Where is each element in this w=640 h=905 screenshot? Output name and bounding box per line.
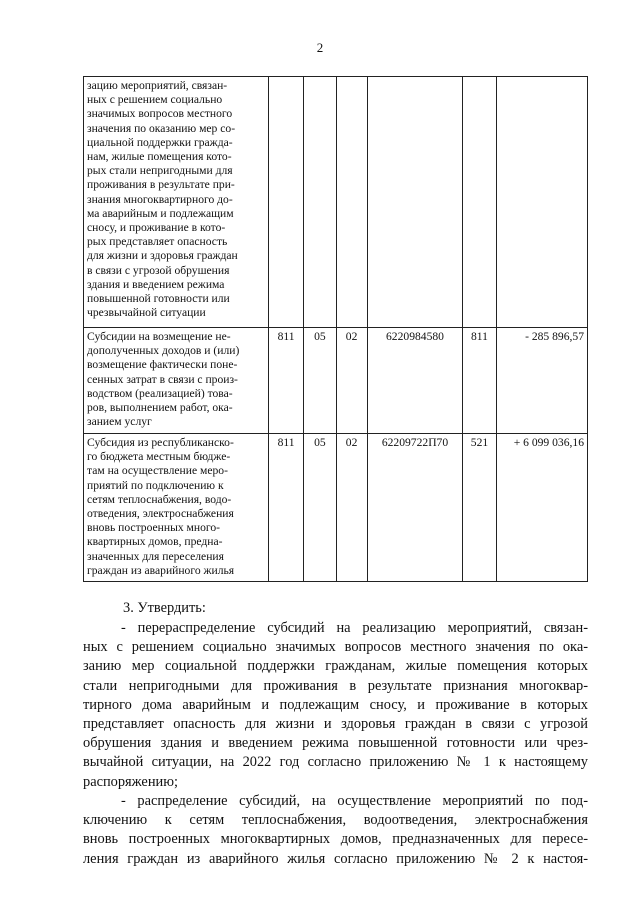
paragraph-line: вычайной ситуации, на 2022 год согласно приложению № 1 к настоящему xyxy=(83,754,588,771)
cell-text-line: дополученных доходов и (или) xyxy=(87,344,240,358)
subsection-code-cell: 02 xyxy=(336,328,367,434)
cell-text-line: для жизни и здоровья граждан xyxy=(87,249,238,263)
paragraph-line: ных с решением социально значимых вопросов местного значения по ока- xyxy=(83,639,588,656)
expense-type-cell: 811 xyxy=(463,328,496,434)
target-article-cell: 62209722П70 xyxy=(367,434,463,582)
paragraph-line: ключению к сетям теплоснабжения, водоотведения, электроснабжения xyxy=(83,812,588,829)
expense-type-cell xyxy=(463,77,496,328)
section-code-cell xyxy=(304,77,336,328)
ministry-code-cell xyxy=(268,77,303,328)
paragraph-line: тирного дома аварийным и подлежащим сносу, и проживание в которых xyxy=(83,696,588,713)
row-name-cell xyxy=(84,328,269,434)
row-name-cell xyxy=(84,77,269,328)
section-code-cell: 05 xyxy=(304,328,336,434)
cell-text-line: значенных для переселения xyxy=(87,549,224,563)
expense-type-cell: 521 xyxy=(463,434,496,582)
cell-text-line: значимых вопросов местного xyxy=(87,107,233,121)
cell-text-line: повышенной готовности или xyxy=(87,292,230,306)
cell-text-line: зацию мероприятий, связан- xyxy=(87,79,228,92)
amount-cell: - 285 896,57 xyxy=(496,328,587,434)
paragraph-line: представляет опасность для жизни и здоровья граждан в связи с угрозой xyxy=(83,716,588,733)
target-article-cell: 6220984580 xyxy=(367,328,463,434)
ministry-code-cell: 811 xyxy=(268,328,303,434)
amount-cell xyxy=(496,77,587,328)
budget-table xyxy=(83,76,588,582)
cell-text-line: вновь построенных много- xyxy=(87,521,221,535)
cell-text-line: занием услуг xyxy=(87,415,152,429)
subsection-code-cell: 02 xyxy=(336,434,367,582)
cell-text-line: знания многоквартирного до- xyxy=(87,192,233,206)
cell-text-line: граждан из аварийного жилья xyxy=(87,563,235,577)
ministry-code-cell: 811 xyxy=(268,434,303,582)
row-name-cell xyxy=(84,434,269,582)
paragraph-distribution xyxy=(83,792,588,869)
cell-text-line: в связи с угрозой обрушения xyxy=(87,263,230,277)
cell-text-line: го бюджета местным бюдже- xyxy=(87,450,231,464)
cell-text-line: ма аварийным и подлежащим xyxy=(87,206,234,220)
table-row xyxy=(84,328,588,434)
cell-text-line: значения по оказанию мер со- xyxy=(87,121,236,135)
paragraph-line: занию мер социальной поддержки гражданам, жилые помещения которых xyxy=(83,658,588,675)
paragraph-line: обрушения здания и введением режима повышенной готовности или чрез- xyxy=(83,735,588,752)
cell-text-line: чрезвычайной ситуации xyxy=(87,306,206,320)
paragraph-line: - распределение субсидий, на осуществление мероприятий по под- xyxy=(121,793,588,809)
paragraph-line: стали непригодными для проживания в результате признания многоквар- xyxy=(83,677,588,694)
cell-text-line: ров, выполнением работ, ока- xyxy=(87,401,233,415)
cell-text-line: нам, жилые помещения кото- xyxy=(87,150,232,164)
cell-text-line: рых стали непригодными для xyxy=(87,164,233,178)
cell-text-line: проживания в результате при- xyxy=(87,178,235,192)
cell-text-line: рых представляет опасность xyxy=(87,235,228,249)
page-number: 2 xyxy=(316,40,324,55)
paragraph-line: вновь построенных многоквартирных домов, предназначенных для пересе- xyxy=(83,831,588,848)
cell-text-line: водством (реализацией) това- xyxy=(87,386,233,400)
paragraph-line: ления граждан из аварийного жилья согласно приложению № 2 к настоя- xyxy=(83,850,588,867)
cell-text-line: Субсидия из республиканско- xyxy=(87,436,234,449)
cell-text-line: сенных затрат в связи с произ- xyxy=(87,372,238,386)
amount-cell: + 6 099 036,16 xyxy=(496,434,587,582)
subsection-code-cell xyxy=(336,77,367,328)
cell-text-line: ных с решением социально xyxy=(87,93,223,107)
cell-text-line: там на осуществление меро- xyxy=(87,464,228,478)
cell-text-line: квартирных домов, предна- xyxy=(87,535,223,549)
cell-text-line: сносу, и проживание в кото- xyxy=(87,221,226,235)
cell-text-line: приятий по подключению к xyxy=(87,478,224,492)
cell-text-line: здания и введением режима xyxy=(87,277,225,291)
table-row xyxy=(84,434,588,582)
section-heading: 3. Утвердить: xyxy=(123,600,206,616)
paragraph-line: - перераспределение субсидий на реализацию мероприятий, связан- xyxy=(121,620,588,636)
paragraph-redistribution xyxy=(83,619,588,792)
cell-text-line: отведения, электроснабжения xyxy=(87,507,234,521)
cell-text-line: циальной поддержки гражда- xyxy=(87,135,233,149)
cell-text-line: возмещение фактически поне- xyxy=(87,358,238,372)
cell-text-line: сетям теплоснабжения, водо- xyxy=(87,492,232,506)
cell-text-line: Субсидии на возмещение не- xyxy=(87,330,231,343)
section-code-cell: 05 xyxy=(304,434,336,582)
paragraph-line: распоряжению; xyxy=(83,773,178,790)
target-article-cell xyxy=(367,77,463,328)
table-row xyxy=(84,77,588,328)
